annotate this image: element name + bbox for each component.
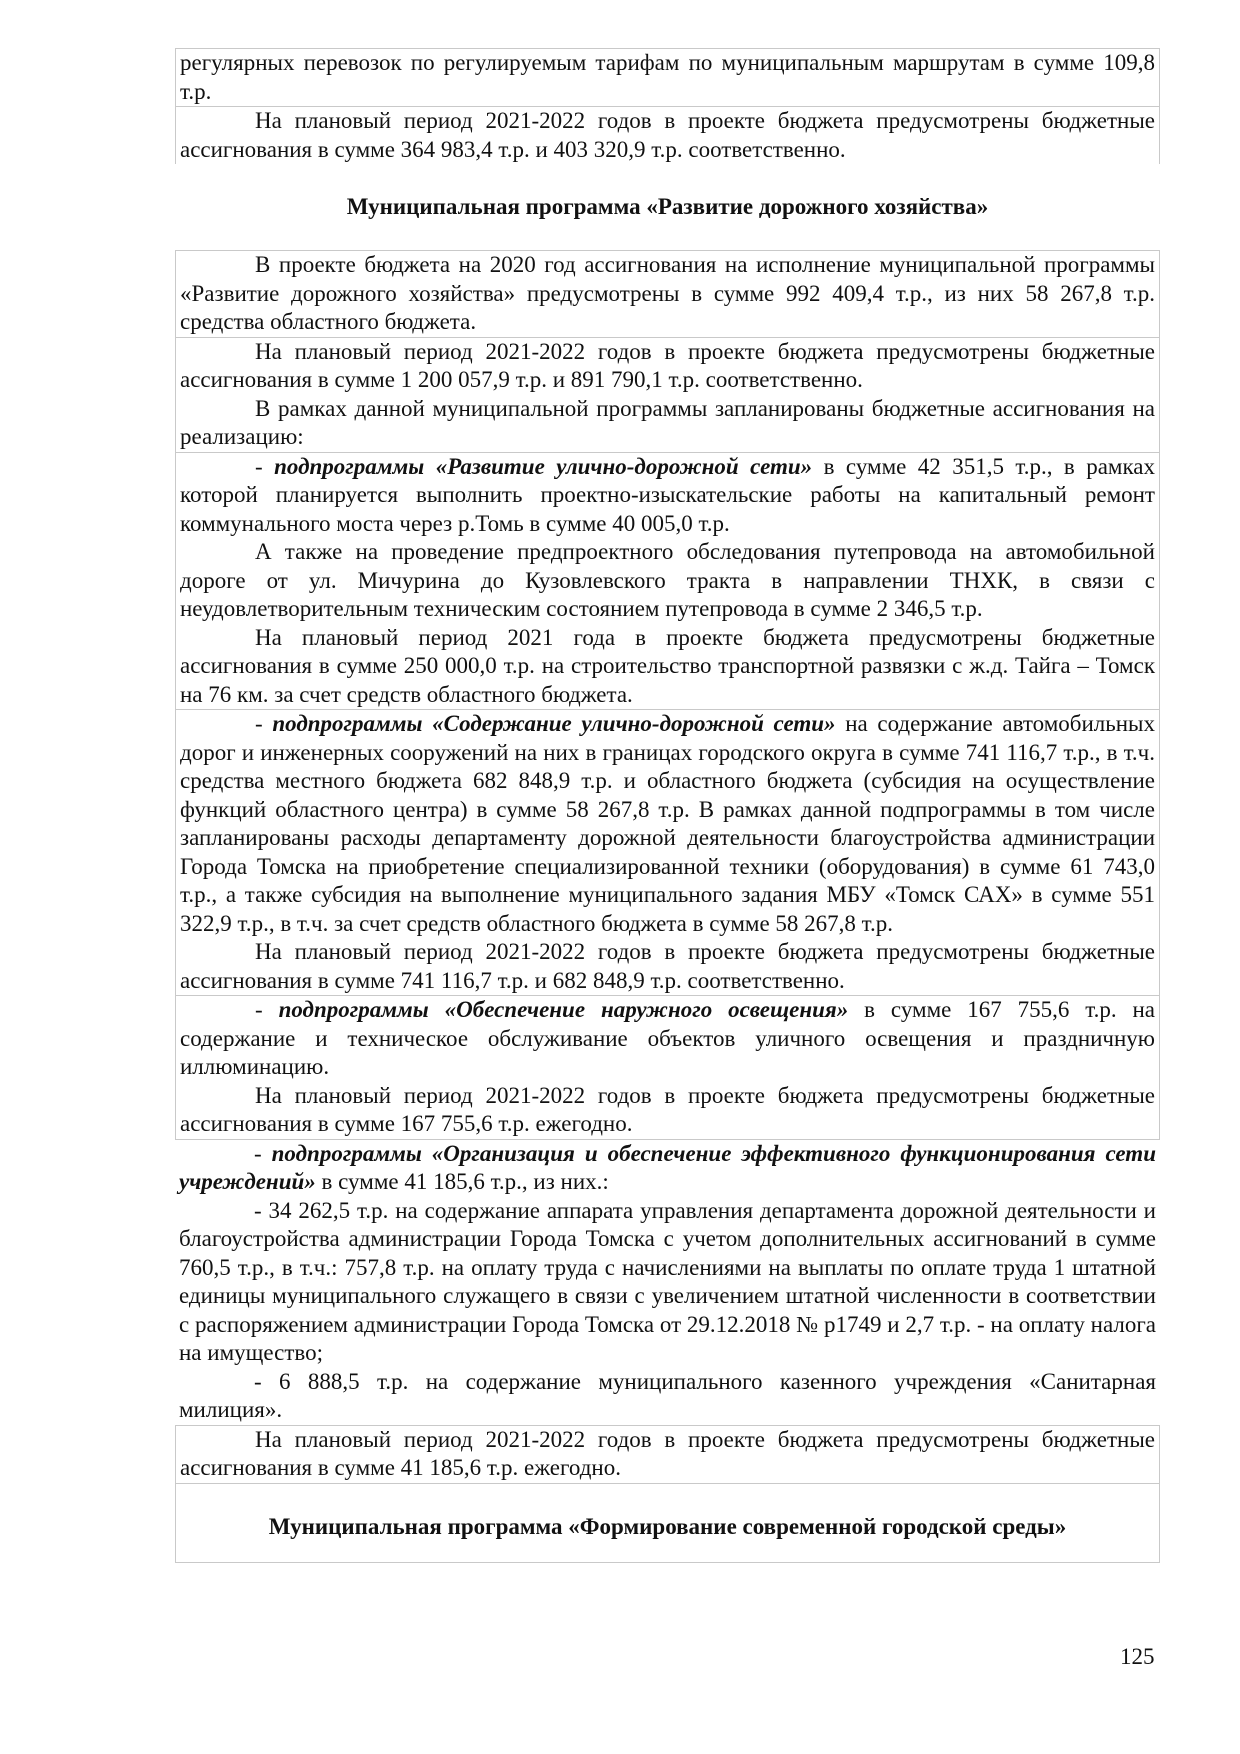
list-item-sanitary-militia: - 6 888,5 т.р. на содержание муниципального казенного учреждения «Санитарная милиция». bbox=[179, 1368, 1156, 1422]
paragraph-budget-2020: В проекте бюджета на 2020 год ассигнования на исполнение муниципальной программы «Развитие дорожного хозяйства» предусмотрены в сумме 992 409,4 т.р., из них 58 267,8 т.р. средства областного бюджета. bbox=[180, 252, 1155, 334]
subprogram-street-maintenance-name: подпрограммы «Содержание улично-дорожной сети» bbox=[272, 711, 836, 736]
paragraph-planned-period-institutions: На плановый период 2021-2022 годов в проекте бюджета предусмотрены бюджетные ассигнования в сумме 41 185,6 т.р. ежегодно. bbox=[180, 1426, 1155, 1480]
paragraph-implementation: В рамках данной муниципальной программы запланированы бюджетные ассигнования на реализацию: bbox=[180, 395, 1155, 449]
subprogram-street-maintenance: - подпрограммы «Содержание улично-дорожной сети» на содержание автомобильных дорог и инженерных сооружений на них в границах городского округа в сумме 741 116,7 т.р., в т.ч. средства местного бюджета 682 848,9 т.р. и областного бюджета (субсидия на осуществление функций областного центра) в сумме 58 267,8 т.р. В рамках данной подпрограммы в том числе запланированы расходы департаменту дорожной деятельности благоустройства администрации Города Томска на приобретение специализированной техники (оборудования) в сумме 61 743,0 т.р., а также субсидия на выполнение муниципального задания МБУ «Томск САХ» в сумме 551 322,9 т.р., в т.ч. за счет средств областного бюджета в сумме 58 267,8 т.р. bbox=[180, 711, 1155, 936]
subprogram-street-network-name: подпрограммы «Развитие улично-дорожной сети» bbox=[274, 453, 813, 479]
paragraph-overpass-survey: А также на проведение предпроектного обследования путепровода на автомобильной дороге от ул. Мичурина до Кузовлевского тракта в направлении ТНХК, в связи с неудовлетворительным техническим состоянием путепровода в сумме 2 346,5 т.р. bbox=[180, 539, 1155, 621]
paragraph-planned-period-maintenance: На плановый период 2021-2022 годов в проекте бюджета предусмотрены бюджетные ассигнования в сумме 741 116,7 т.р. и 682 848,9 т.р. соответственно. bbox=[180, 939, 1155, 993]
subprogram-institutions-name: подпрограммы «Организация и обеспечение эффективного функционирования сети учреждений» bbox=[179, 1140, 1156, 1194]
list-item-management-apparatus: - 34 262,5 т.р. на содержание аппарата управления департамента дорожной деятельности и благоустройства администрации Города Томска с учетом дополнительных ассигнований в сумме 760,5 т.р., в т.ч.: 757,8 т.р. на оплату труда с начислениями на выплаты по оплате труда 1 штатной единицы муниципального служащего в связи с увеличением штатной численности в соответствии с распоряжением администрации Города Томска от 29.12.2018 № р1749 и 2,7 т.р. - на оплату налога на имущество; bbox=[179, 1197, 1156, 1365]
section-title-urban-environment: Муниципальная программа «Формирование современной городской среды» bbox=[268, 1513, 1067, 1539]
subprogram-outdoor-lighting: - подпрограммы «Обеспечение наружного освещения» в сумме 167 755,6 т.р. на содержание и техническое обслуживание объектов уличного освещения и праздничную иллюминацию. bbox=[180, 997, 1155, 1079]
section-title-road-program: Муниципальная программа «Развитие дорожного хозяйства» bbox=[346, 194, 989, 219]
paragraph-planned-2021-interchange: На плановый период 2021 года в проекте бюджета предусмотрены бюджетные ассигнования в сумме 250 000,0 т.р. на строительство транспортной развязки с ж.д. Тайга – Томск на 76 км. за счет средств областного бюджета. bbox=[180, 624, 1155, 707]
subprogram-street-network: - подпрограммы «Развитие улично-дорожной сети» в сумме 42 351,5 т.р., в рамках которой планируется выполнить проектно-изыскательские работы на капитальный ремонт коммунального моста через р.Томь в сумме 40 005,0 т.р. bbox=[180, 453, 1156, 536]
final-block bbox=[175, 1425, 1160, 1563]
institutions-subprogram-block bbox=[175, 1140, 1160, 1425]
paragraph-routes: регулярных перевозок по регулируемым тарифам по муниципальным маршрутам в сумме 109,8 т.р. bbox=[180, 50, 1155, 104]
road-program-block bbox=[175, 250, 1160, 1140]
page-number: 125 bbox=[1120, 1644, 1155, 1669]
paragraph-planned-period-transport: На плановый период 2021-2022 годов в проекте бюджета предусмотрены бюджетные ассигнования в сумме 364 983,4 т.р. и 403 320,9 т.р. соответственно. bbox=[180, 108, 1155, 162]
paragraph-planned-period-road: На плановый период 2021-2022 годов в проекте бюджета предусмотрены бюджетные ассигнования в сумме 1 200 057,9 т.р. и 891 790,1 т.р. соответственно. bbox=[180, 338, 1155, 392]
subprogram-institutions: - подпрограммы «Организация и обеспечение эффективного функционирования сети учреждений» в сумме 41 185,6 т.р., из них.: bbox=[179, 1140, 1156, 1194]
document-page bbox=[175, 48, 1160, 1563]
paragraph-planned-period-lighting: На плановый период 2021-2022 годов в проекте бюджета предусмотрены бюджетные ассигнования в сумме 167 755,6 т.р. ежегодно. bbox=[180, 1082, 1155, 1136]
subprogram-outdoor-lighting-name: подпрограммы «Обеспечение наружного освещения» bbox=[278, 997, 849, 1022]
top-text-block bbox=[175, 48, 1160, 164]
